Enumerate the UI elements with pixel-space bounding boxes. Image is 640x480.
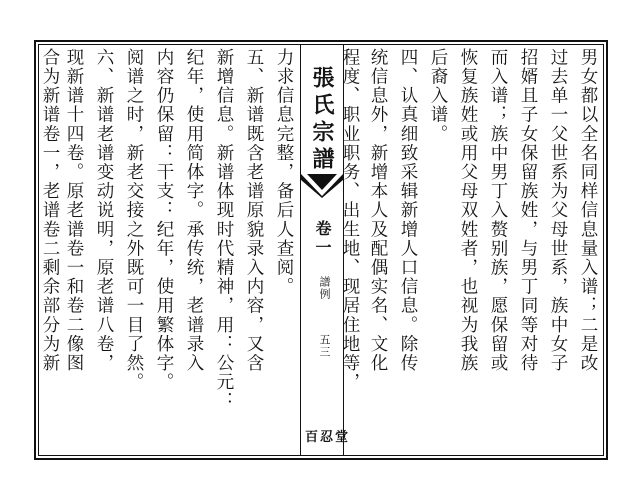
text-column: 六、新谱老谱变动说明，原老谱八卷， bbox=[94, 48, 114, 373]
text-column: 而入谱；族中男丁入赘别族，愿保留或 bbox=[488, 48, 508, 373]
text-column: 现新谱十四卷。原老谱卷一和卷二像图 bbox=[64, 48, 84, 373]
volume-label: 卷一 bbox=[313, 220, 332, 258]
text-column: 合为新谱卷一，老谱卷二剩余部分为新 bbox=[40, 48, 60, 373]
text-column: 四、认真细致采辑新增人口信息。除传 bbox=[398, 48, 418, 373]
text-column: 新增信息。新谱体现时代精神，用：公元： bbox=[214, 48, 234, 411]
text-column: 男女都以全名同样信息量入谱；二是改 bbox=[578, 48, 598, 373]
page-number: 五三 bbox=[318, 334, 331, 358]
text-column: 恢复族姓或用父母双姓者，也视为我族 bbox=[458, 48, 478, 373]
text-column: 招婿且子女保留族姓，与男丁同等对待 bbox=[518, 48, 538, 373]
text-column: 五、新谱既含老谱原貌录入内容，又含 bbox=[244, 48, 264, 373]
publisher-name: 百忍堂 bbox=[305, 430, 351, 445]
section-label: 譜例 bbox=[318, 276, 331, 300]
fish-tail-mark-icon bbox=[301, 172, 343, 198]
book-title: 張氏宗譜 bbox=[309, 66, 335, 174]
text-column: 纪年，使用简体字。承传统，老谱录入 bbox=[184, 48, 204, 373]
text-column: 程度、职业职务、出生地、现居住地等， bbox=[340, 48, 360, 392]
text-column: 过去单一父世系为父母世系，族中女子 bbox=[548, 48, 568, 373]
text-column: 统信息外，新增本人及配偶实名、文化 bbox=[368, 48, 388, 373]
text-column: 后裔入谱。 bbox=[428, 48, 448, 144]
text-column: 阅谱之时，新老交接之外既可一目了然。 bbox=[124, 48, 144, 392]
text-column: 内容仍保留：干支：纪年，使用繁体字。 bbox=[154, 48, 174, 392]
text-column: 力求信息完整，备后人查阅。 bbox=[274, 48, 294, 297]
